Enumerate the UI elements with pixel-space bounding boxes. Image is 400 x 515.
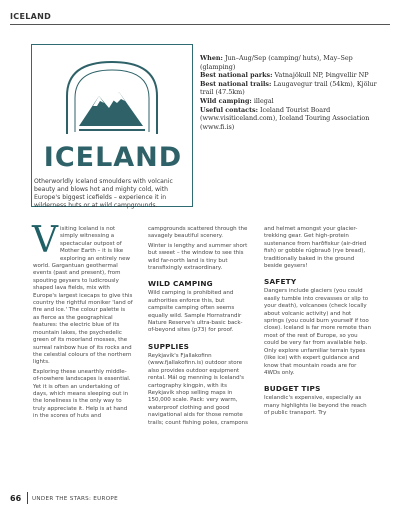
paragraph: Reykjavík's Fjallakofinn (www.fjallakofinn.is) outdoor store also provides outdoor equipment rental. Mál og menning is Iceland's cartography kingpin, with its Reykjavík shop selling maps in 150,000 scale. Pack: very warm, waterproof clothing and good navigational aids for those remote trails; count fishing poles, crampons bbox=[148, 352, 248, 426]
facts-panel bbox=[200, 54, 378, 131]
paragraph: Visiting Iceland is not simply witnessing a spectacular outpost of Mother Earth – it is like exploring an entirely new world. Gargantuan geothermal events (past and present), from spouting geysers to ludicrously shaped lava fields, mix with Europe's largest icecaps to give this country the rightful moniker 'land of fire and ice.' The colour palette is as fierce as the geographical features: the electric blue of its mountain lakes, the psychedelic green of its moorland mosses, the surreal rainbow hue of its rocks and the celestial colours of the northern lights. bbox=[32, 220, 133, 366]
fact-trails: Best national trails: Laugavegur trail (54km), Kjölur trail (47.5km) bbox=[200, 79, 377, 97]
mountain-badge-icon bbox=[57, 56, 167, 136]
header-rule bbox=[10, 24, 390, 25]
fact-wild-camping: Wild camping: illegal bbox=[200, 96, 274, 105]
drop-cap: V bbox=[32, 220, 58, 261]
subheading-wild-camping: WILD CAMPING bbox=[148, 279, 213, 289]
subheading-supplies: SUPPLIES bbox=[148, 341, 190, 351]
running-title: UNDER THE STARS: EUROPE bbox=[32, 496, 118, 502]
paragraph: and helmet amongst your glacier-trekking gear. Get high-protein sustenance from harðfiskur (air-dried fish) or gobble rúgbrauð (rye bread), traditionally baked in the ground beside geysers! bbox=[264, 226, 367, 270]
fact-parks: Best national parks: Vatnajökull NP, Þingvellir NP bbox=[200, 71, 369, 80]
paragraph: Exploring these unearthly middle-of-nowhere landscapes is essential. Yet it is often an undertaking of days, which means sleeping out in the loneliness is the only way to truly appreciate it. Help is at hand in the scores of huts and bbox=[33, 368, 131, 420]
paragraph: Icelandic's expensive, especially as many highlights lie beyond the reach of public transport. Try bbox=[264, 395, 367, 417]
paragraph: Winter is lengthy and summer short but sweet – the window to see this wild far-north land is tiny but transfixingly extraordinary. bbox=[148, 242, 248, 272]
body-column-2 bbox=[148, 226, 248, 429]
paragraph: Wild camping is prohibited and authorities enforce this, but campsite camping often seems equally wild. Sample Hornstrandir Nature Reserve's ultra-basic back-of-beyond sites (p73) for proof. bbox=[148, 290, 243, 334]
footer-divider bbox=[27, 492, 28, 504]
body-column-3 bbox=[264, 226, 372, 420]
page-title: ICELAND bbox=[43, 142, 183, 173]
body-column-1 bbox=[32, 220, 133, 423]
intro-text: Otherworldly Iceland smoulders with volcanic beauty and blows hot and mighty cold, with Europe's biggest icefields – experience it in wilderness huts or at wild campgrounds. bbox=[34, 178, 173, 209]
subheading-budget-tips: BUDGET TIPS bbox=[264, 384, 321, 394]
section-label: ICELAND bbox=[10, 12, 52, 21]
paragraph: campgrounds scattered through the savagely beautiful scenery. bbox=[148, 226, 248, 240]
page-number: 66 bbox=[10, 494, 22, 503]
subheading-safety: SAFETY bbox=[264, 277, 297, 287]
fact-contacts: Useful contacts: Iceland Tourist Board (www.visiticeland.com), Iceland Touring Association (www.fi.is) bbox=[200, 105, 370, 131]
fact-when: When: Jun–Aug/Sep (camping/ huts), May–Sep (glamping) bbox=[200, 54, 353, 71]
paragraph: Dangers include glaciers (you could easily tumble into crevasses or slip to your death), volcanoes (check locally about volcanic activity) and hot springs (you could burn yourself if too close). Iceland is far more remote than most of the rest of Europe, so you could be very far from available help. Only explore unfamiliar terrain types (like ice) with expert guidance and know that mountain roads are for 4WDs only. bbox=[264, 288, 371, 376]
